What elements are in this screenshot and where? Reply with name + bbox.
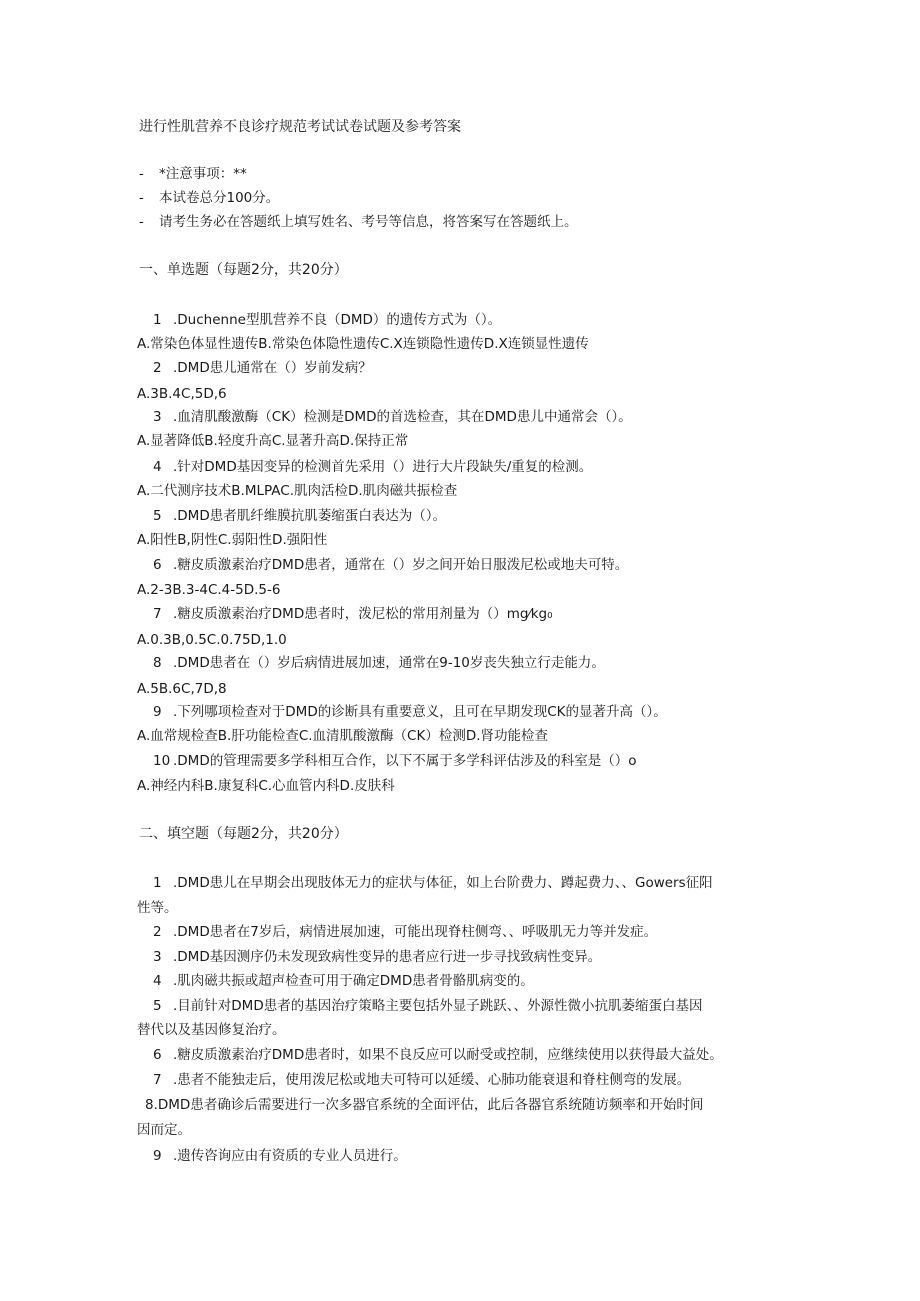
question — [153, 358, 372, 378]
question — [153, 653, 605, 673]
question-number: 10 — [153, 753, 171, 769]
question-options: A.神经内科B.康复科C.心血管内科D.皮肤科 — [137, 778, 395, 794]
question-text: .DMD患者肌纤维膜抗肌萎缩蛋白表达为（）。 — [173, 508, 446, 524]
notice-line — [139, 212, 578, 232]
fill-item — [153, 1146, 407, 1166]
question-options: A.阳性B,阴性C.弱阳性D.强阳性 — [137, 532, 328, 548]
question-text: .下列哪项检查对于DMD的诊断具有重要意义，且可在早期发现CK的显著升高（）。 — [173, 704, 667, 720]
question — [153, 751, 637, 771]
notice-text: 请考生务必在答题纸上填写姓名、考号等信息，将答案写在答题纸上。 — [159, 214, 578, 230]
question-options: A.3B.4C,5D,6 — [137, 386, 227, 402]
document-title: 进行性肌营养不良诊疗规范考试试卷试题及参考答案 — [139, 119, 461, 135]
question-text: .糖皮质激素治疗DMD患者时，泼尼松的常用剂量为（）mg⁄kg₀ — [173, 606, 553, 622]
question-number: 8 — [153, 655, 162, 671]
fill-number: 3 — [153, 949, 162, 965]
section-heading-single-choice: 一、单选题（每题2分，共20分） — [139, 262, 348, 278]
question-options: A.常染色体显性遗传B.常染色体隐性遗传C.X连锁隐性遗传D.X连锁显性遗传 — [137, 336, 589, 352]
fill-item — [153, 873, 713, 893]
question-options: A.2-3B.3-4C.4-5D.5-6 — [137, 582, 281, 598]
fill-item — [153, 996, 702, 1016]
fill-text: .糖皮质激素治疗DMD患者时，如果不良反应可以耐受或控制，应继续使用以获得最大益处。 — [173, 1047, 723, 1063]
question-text: .DMD患儿通常在（）岁前发病？ — [173, 360, 372, 376]
question-number: 9 — [153, 704, 162, 720]
fill-text: .肌肉磁共振或超声检查可用于确定DMD患者骨骼肌病变的。 — [173, 973, 534, 989]
fill-number: 1 — [153, 875, 162, 891]
fill-text: .遗传咨询应由有资质的专业人员进行。 — [173, 1148, 407, 1164]
fill-text: .DMD患者在7岁后，病情进展加速，可能出现脊柱侧弯、、呼吸肌无力等并发症。 — [173, 924, 658, 940]
fill-text: .DMD患儿在早期会出现肢体无力的症状与体征，如上台阶费力、蹲起费力、、Gowers征阳 — [173, 875, 713, 891]
question-text: .DMD患者在（）岁后病情进展加速，通常在9-10岁丧失独立行走能力。 — [173, 655, 605, 671]
notice-dash: - — [139, 190, 144, 206]
notice-line — [139, 164, 247, 184]
question-number: 4 — [153, 459, 162, 475]
question-number: 2 — [153, 360, 162, 376]
fill-text: .DMD基因测序仍未发现致病性变异的患者应行进一步寻找致病性变异。 — [173, 949, 602, 965]
question-text: .Duchenne型肌营养不良（DMD）的遗传方式为（）。 — [173, 312, 502, 328]
fill-item — [153, 971, 534, 991]
fill-number: 9 — [153, 1148, 162, 1164]
fill-item — [153, 1070, 690, 1090]
fill-item — [153, 922, 657, 942]
question-text: .针对DMD基因变异的检测首先采用（）进行大片段缺失/重复的检测。 — [173, 459, 593, 475]
question-text: .糖皮质激素治疗DMD患者，通常在（）岁之间开始日服泼尼松或地夫可特。 — [173, 557, 629, 573]
question — [153, 702, 667, 722]
fill-continuation: 替代以及基因修复治疗。 — [137, 1022, 286, 1038]
question — [153, 310, 501, 330]
question-number: 5 — [153, 508, 162, 524]
notice-text: 本试卷总分100分。 — [159, 190, 280, 206]
fill-item — [153, 1045, 723, 1065]
question-number: 3 — [153, 409, 162, 425]
question-number: 6 — [153, 557, 162, 573]
question-text: .DMD的管理需要多学科相互合作，以下不属于多学科评估涉及的科室是（）o — [173, 753, 637, 769]
notice-text: *注意事项：** — [159, 166, 247, 182]
question-options: A.血常规检查B.肝功能检查C.血清肌酸激酶（CK）检测D.肾功能检查 — [137, 728, 549, 744]
question-number: 7 — [153, 606, 162, 622]
fill-continuation: 性等。 — [137, 900, 178, 916]
fill-number: 5 — [153, 998, 162, 1014]
question — [153, 457, 592, 477]
section-heading-fill-blank: 二、填空题（每题2分，共20分） — [139, 826, 348, 842]
fill-number: 4 — [153, 973, 162, 989]
question-text: .血清肌酸激酶（CK）检测是DMD的首选检查，其在DMD患儿中通常会（）。 — [173, 409, 632, 425]
fill-text: 8.DMD患者确诊后需要进行一次多器官系统的全面评估，此后各器官系统随访频率和开始时间 — [145, 1097, 704, 1113]
notice-line — [139, 188, 279, 208]
fill-item — [145, 1095, 703, 1115]
question — [153, 407, 632, 427]
fill-text: .患者不能独走后，使用泼尼松或地夫可特可以延缓、心肺功能衰退和脊柱侧弯的发展。 — [173, 1072, 691, 1088]
notice-dash: - — [139, 214, 144, 230]
question — [153, 506, 446, 526]
fill-continuation: 因而定。 — [137, 1122, 191, 1138]
fill-number: 2 — [153, 924, 162, 940]
question — [153, 604, 553, 624]
question-number: 1 — [153, 312, 162, 328]
fill-number: 6 — [153, 1047, 162, 1063]
fill-text: .目前针对DMD患者的基因治疗策略主要包括外显子跳跃、、外源性微小抗肌萎缩蛋白基因 — [173, 998, 703, 1014]
question-options: A.二代测序技术B.MLPAC.肌肉活检D.肌肉磁共振检查 — [137, 483, 458, 499]
question-options: A.0.3B,0.5C.0.75D,1.0 — [137, 632, 287, 648]
notice-dash: - — [139, 166, 144, 182]
fill-item — [153, 947, 601, 967]
question-options: A.5B.6C,7D,8 — [137, 681, 227, 697]
question-options: A.显著降低B.轻度升高C.显著升高D.保持正常 — [137, 433, 409, 449]
question — [153, 555, 628, 575]
fill-number: 7 — [153, 1072, 162, 1088]
